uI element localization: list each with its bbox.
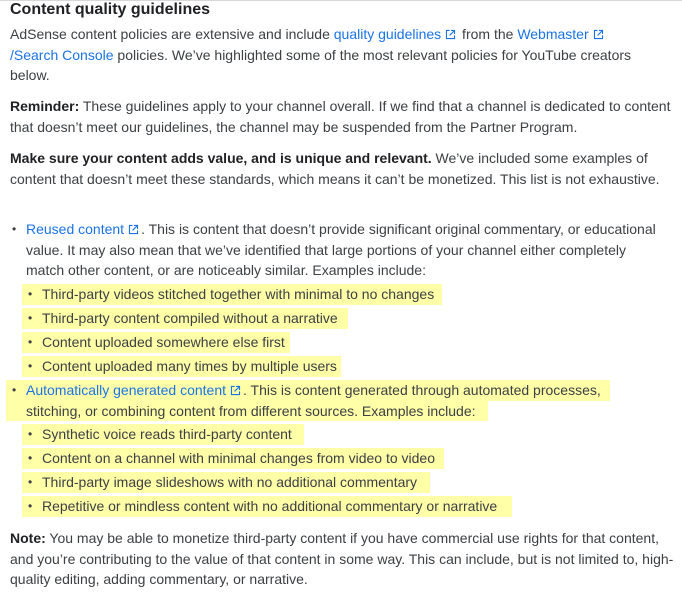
list-item: Third-party content compiled without a narrative [42, 310, 338, 326]
bullet-dot: • [28, 335, 33, 349]
bullet-dot: • [28, 451, 33, 465]
intro-text-3: policies. We’ve highlighted some of the most relevant policies for YouTube creators below. [10, 46, 632, 83]
list-item: Content uploaded somewhere else first [42, 334, 285, 350]
note-paragraph [10, 528, 674, 590]
external-link-icon [128, 224, 139, 235]
auto-content-text: . This is content generated through automated processes, stitching, or combining content from different sources. Examples include: [26, 382, 601, 419]
quality-guidelines-link[interactable] [334, 26, 458, 42]
auto-content-item [26, 380, 616, 421]
value-text: We’ve included some examples of content that doesn’t meet these standards, which means it can’t be monetized. This list is not exhaustive. [10, 150, 660, 187]
list-item: Content uploaded many times by multiple users [42, 358, 337, 374]
external-link-icon [445, 29, 456, 40]
bullet-dot: • [28, 311, 33, 325]
list-item: Synthetic voice reads third-party content [42, 426, 292, 442]
bullet-dot: • [12, 383, 17, 397]
intro-paragraph [10, 24, 674, 86]
intro-text-1: AdSense content policies are extensive and include [10, 26, 334, 42]
external-link-icon [593, 29, 604, 40]
list-item: Content on a channel with minimal changes from video to video [42, 450, 435, 466]
bullet-dot: • [12, 222, 17, 236]
reminder-label: Reminder: [10, 98, 80, 114]
reminder-text: These guidelines apply to your channel overall. If we find that a channel is dedicated to content that doesn’t meet our guidelines, the channel may be suspended from the Partner Program. [10, 98, 671, 135]
bullet-dot: • [28, 475, 33, 489]
list-item: Third-party videos stitched together with minimal to no changes [42, 286, 435, 302]
value-paragraph [10, 148, 674, 189]
note-label: Note: [10, 530, 46, 546]
reused-content-text: . This is content that doesn’t provide significant original commentary, or educational value. It may also mean that we’ve identified that large portions of your channel either completely match other content, or are noticeably similar. Examples include: [26, 221, 656, 278]
bullet-dot: • [28, 427, 33, 441]
search-console-link-label: /Search Console [10, 46, 114, 63]
reused-content-item [26, 219, 666, 281]
external-link-icon [230, 385, 241, 396]
note-text: You may be able to monetize third-party content if you have commercial use rights for that content, and you’re contributing to the value of that content in some way. This can include, but is not limited to, high-quality editing, adding commentary, or narrative. [10, 530, 674, 587]
list-item: Third-party image slideshows with no additional commentary [42, 474, 418, 490]
reminder-paragraph [10, 96, 674, 137]
auto-content-link-label: Automatically generated content [26, 382, 227, 398]
bullet-dot: • [28, 287, 33, 301]
reused-content-link-label: Reused content [26, 221, 125, 237]
quality-guidelines-link-label: quality guidelines [333, 26, 442, 42]
bullet-dot: • [28, 499, 33, 513]
bullet-dot: • [28, 359, 33, 373]
list-item: Repetitive or mindless content with no additional commentary or narrative [42, 498, 498, 514]
intro-text-2: from the [458, 26, 518, 42]
reused-content-link[interactable] [26, 221, 141, 237]
webmaster-link-label: Webmaster [517, 26, 589, 42]
section-title: Content quality guidelines [10, 1, 211, 18]
auto-content-link[interactable] [26, 382, 243, 398]
value-label: Make sure your content adds value, and is unique and relevant. [10, 150, 432, 166]
